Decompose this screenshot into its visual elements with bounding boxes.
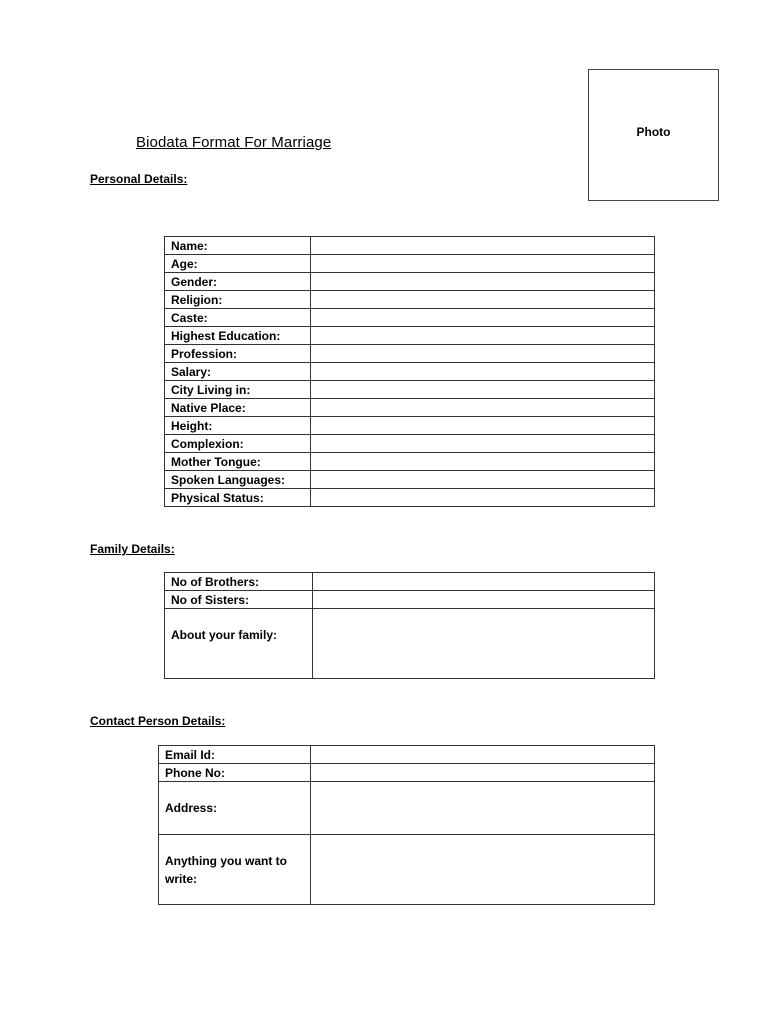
page-title: Biodata Format For Marriage <box>136 134 332 151</box>
field-value-about-your-family[interactable] <box>313 609 655 679</box>
table-row <box>159 835 655 905</box>
field-label-caste: Caste: <box>165 309 311 327</box>
field-label-profession: Profession: <box>165 345 311 363</box>
field-value-religion[interactable] <box>311 291 655 309</box>
field-value-phone-no[interactable] <box>311 764 655 782</box>
photo-placeholder <box>588 69 719 201</box>
field-value-age[interactable] <box>311 255 655 273</box>
family-details-table <box>164 572 655 679</box>
field-label-about-your-family: About your family: <box>165 609 313 679</box>
photo-label: Photo <box>636 125 671 139</box>
table-row <box>159 764 655 782</box>
field-value-physical-status[interactable] <box>311 489 655 507</box>
field-value-highest-education[interactable] <box>311 327 655 345</box>
table-row <box>159 746 655 764</box>
field-value-profession[interactable] <box>311 345 655 363</box>
field-value-email-id[interactable] <box>311 746 655 764</box>
field-label-address: Address: <box>159 782 311 835</box>
table-row <box>165 327 655 345</box>
table-row <box>165 291 655 309</box>
field-value-salary[interactable] <box>311 363 655 381</box>
contact-details-table <box>158 745 655 905</box>
contact-details-heading: Contact Person Details: <box>90 714 226 728</box>
field-label-phone-no: Phone No: <box>159 764 311 782</box>
field-label-highest-education: Highest Education: <box>165 327 311 345</box>
personal-details-heading: Personal Details: <box>90 172 188 186</box>
table-row <box>165 471 655 489</box>
field-label-height: Height: <box>165 417 311 435</box>
field-label-city-living-in: City Living in: <box>165 381 311 399</box>
field-value-complexion[interactable] <box>311 435 655 453</box>
field-label-email-id: Email Id: <box>159 746 311 764</box>
field-label-age: Age: <box>165 255 311 273</box>
table-row <box>165 309 655 327</box>
table-row <box>165 363 655 381</box>
field-value-native-place[interactable] <box>311 399 655 417</box>
field-label-name: Name: <box>165 237 311 255</box>
field-label-no-of-brothers: No of Brothers: <box>165 573 313 591</box>
field-label-mother-tongue: Mother Tongue: <box>165 453 311 471</box>
field-value-no-of-sisters[interactable] <box>313 591 655 609</box>
table-row <box>165 453 655 471</box>
field-value-no-of-brothers[interactable] <box>313 573 655 591</box>
table-row <box>165 381 655 399</box>
family-details-heading: Family Details: <box>90 542 175 556</box>
personal-details-table <box>164 236 655 507</box>
field-label-gender: Gender: <box>165 273 311 291</box>
table-row <box>165 255 655 273</box>
field-label-religion: Religion: <box>165 291 311 309</box>
table-row <box>165 435 655 453</box>
table-row <box>165 345 655 363</box>
field-value-anything-you-want-to-write[interactable] <box>311 835 655 905</box>
table-row <box>165 237 655 255</box>
table-row <box>165 399 655 417</box>
field-label-complexion: Complexion: <box>165 435 311 453</box>
field-value-gender[interactable] <box>311 273 655 291</box>
field-label-no-of-sisters: No of Sisters: <box>165 591 313 609</box>
table-row <box>165 489 655 507</box>
field-label-physical-status: Physical Status: <box>165 489 311 507</box>
field-value-city-living-in[interactable] <box>311 381 655 399</box>
table-row <box>159 782 655 835</box>
table-row <box>165 273 655 291</box>
field-label-anything-you-want-to-write: Anything you want to write: <box>159 835 311 905</box>
field-label-native-place: Native Place: <box>165 399 311 417</box>
table-row <box>165 573 655 591</box>
field-value-caste[interactable] <box>311 309 655 327</box>
field-value-spoken-languages[interactable] <box>311 471 655 489</box>
field-label-salary: Salary: <box>165 363 311 381</box>
table-row <box>165 609 655 679</box>
field-value-name[interactable] <box>311 237 655 255</box>
table-row <box>165 417 655 435</box>
field-value-height[interactable] <box>311 417 655 435</box>
field-label-spoken-languages: Spoken Languages: <box>165 471 311 489</box>
field-value-address[interactable] <box>311 782 655 835</box>
table-row <box>165 591 655 609</box>
field-value-mother-tongue[interactable] <box>311 453 655 471</box>
